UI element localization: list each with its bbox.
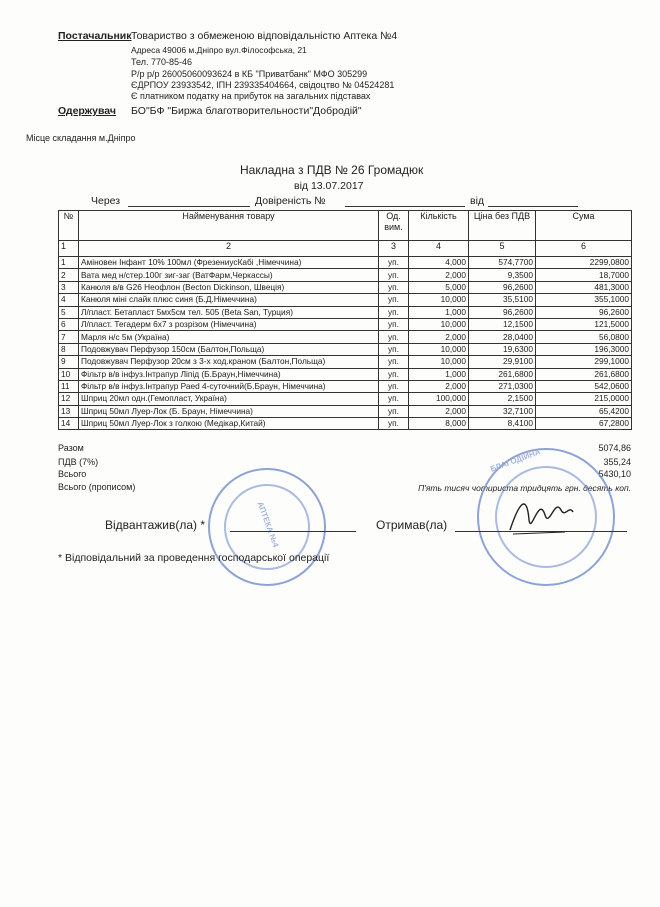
table-row [59, 281, 632, 293]
row-name: Л/пласт. Бетапласт 5мх5см тел. 505 (Beta San, Турция) [79, 306, 379, 318]
handwritten-signature [505, 490, 575, 540]
row-number: 2 [59, 269, 79, 281]
row-price: 19,6300 [469, 343, 536, 355]
row-unit: уп. [379, 393, 409, 405]
col-header-qty: Кількість [409, 211, 469, 241]
row-qty: 5,000 [409, 281, 469, 293]
row-number: 1 [59, 257, 79, 269]
left-stamp-center-text: АПТЕКА №4 [255, 500, 281, 549]
row-price: 35,5100 [469, 294, 536, 306]
recipient-name: БО"БФ "Биржа благотворительности"Добродій" [131, 105, 362, 117]
row-sum: 355,1000 [536, 294, 632, 306]
row-number: 8 [59, 343, 79, 355]
shipped-by-label: Відвантажив(ла) * [105, 518, 206, 532]
supplier-name: Товариство з обмеженою відповідальністю Аптека №4 [131, 30, 398, 42]
table-header-row [59, 211, 632, 241]
table-row [59, 368, 632, 380]
row-unit: уп. [379, 418, 409, 430]
row-name: Подовжувач Перфузор 20см з 3-х ход.краном (Балтон,Польща) [79, 356, 379, 368]
row-unit: уп. [379, 318, 409, 330]
row-name: Подовжувач Перфузор 150см (Балтон,Польща) [79, 343, 379, 355]
right-stamp-center-text: БЛАГОДІЙНА [489, 447, 542, 474]
row-number: 12 [59, 393, 79, 405]
row-sum: 18,7000 [536, 269, 632, 281]
row-number: 3 [59, 281, 79, 293]
row-qty: 2,000 [409, 331, 469, 343]
table-row [59, 294, 632, 306]
row-sum: 261,6800 [536, 368, 632, 380]
total-words-value: П'ять тисяч чотириста тридцять грн. десять коп. [418, 483, 631, 493]
row-qty: 1,000 [409, 368, 469, 380]
col-header-sum: Сума [536, 211, 632, 241]
row-sum: 299,1000 [536, 356, 632, 368]
col-header-unit: Од. вим. [379, 211, 409, 241]
row-qty: 10,000 [409, 343, 469, 355]
row-qty: 2,000 [409, 269, 469, 281]
vat-value: 355,24 [603, 457, 631, 467]
table-row [59, 356, 632, 368]
footnote: * Відповідальний за проведення господарської операції [58, 552, 330, 564]
row-unit: уп. [379, 405, 409, 417]
row-name: Марля н/с 5м (Україна) [79, 331, 379, 343]
row-price: 574,7700 [469, 257, 536, 269]
row-qty: 10,000 [409, 318, 469, 330]
row-sum: 215,0000 [536, 393, 632, 405]
row-price: 29,9100 [469, 356, 536, 368]
row-name: Канюля міні слайк плюс синя (Б.Д.Німеччина) [79, 294, 379, 306]
row-price: 32,7100 [469, 405, 536, 417]
row-number: 7 [59, 331, 79, 343]
supplier-address: Адреса 49006 м.Дніпро вул.Філософська, 21 [131, 45, 307, 55]
row-price: 261,6800 [469, 368, 536, 380]
recipient-label: Одержувач [58, 105, 116, 117]
supplier-label: Постачальник [58, 30, 132, 42]
col-header-price: Ціна без ПДВ [469, 211, 536, 241]
row-unit: уп. [379, 257, 409, 269]
row-sum: 96,2600 [536, 306, 632, 318]
row-unit: уп. [379, 269, 409, 281]
row-name: Шприц 20мл одн.(Гемопласт, Україна) [79, 393, 379, 405]
document-date: від 13.07.2017 [294, 180, 364, 192]
row-number: 11 [59, 380, 79, 392]
row-number: 14 [59, 418, 79, 430]
row-unit: уп. [379, 306, 409, 318]
row-number: 10 [59, 368, 79, 380]
row-name: Л/пласт. Тегадерм 6х7 з розрізом (Німеччина) [79, 318, 379, 330]
row-name: Фільтр в/в інфуз.Інтрапур Раed 4-суточний(Б.Браун, Німеччина) [79, 380, 379, 392]
row-sum: 121,5000 [536, 318, 632, 330]
row-sum: 196,3000 [536, 343, 632, 355]
row-number: 5 [59, 306, 79, 318]
row-price: 271,0300 [469, 380, 536, 392]
row-unit: уп. [379, 380, 409, 392]
row-qty: 100,000 [409, 393, 469, 405]
colnum-1: 1 [59, 241, 79, 257]
row-unit: уп. [379, 331, 409, 343]
subtotal-label: Разом [58, 443, 84, 453]
table-row [59, 418, 632, 430]
document-title: Накладна з ПДВ № 26 Громадюк [240, 163, 424, 177]
row-qty: 2,000 [409, 380, 469, 392]
row-number: 4 [59, 294, 79, 306]
through-field [128, 197, 250, 207]
total-label: Всього [58, 469, 87, 479]
colnum-6: 6 [536, 241, 632, 257]
total-words-label: Всього (прописом) [58, 482, 136, 492]
row-qty: 4,000 [409, 257, 469, 269]
colnum-5: 5 [469, 241, 536, 257]
table-row [59, 393, 632, 405]
row-price: 8,4100 [469, 418, 536, 430]
row-unit: уп. [379, 294, 409, 306]
goods-table [58, 210, 632, 430]
row-name: Канюля в/в G26 Неофлон (Becton Dickinson, Швеція) [79, 281, 379, 293]
row-unit: уп. [379, 343, 409, 355]
vat-label: ПДВ (7%) [58, 457, 99, 467]
table-row [59, 331, 632, 343]
table-row [59, 380, 632, 392]
table-row [59, 257, 632, 269]
row-name: Фільтр в/в інфуз.Інтрапур Лiпiд (Б.Браун,Німеччина) [79, 368, 379, 380]
col-header-number: № [59, 211, 79, 241]
place-of-issue: Місце складання м.Дніпро [26, 133, 136, 143]
proxy-date-field [488, 197, 578, 207]
through-label: Через [91, 195, 121, 207]
row-number: 9 [59, 356, 79, 368]
row-sum: 2299,0800 [536, 257, 632, 269]
row-unit: уп. [379, 368, 409, 380]
row-price: 96,2600 [469, 306, 536, 318]
row-name: Аміновен Інфант 10% 100мл (ФрезениусКабі ,Німеччина) [79, 257, 379, 269]
total-value: 5430,10 [598, 469, 631, 479]
row-price: 12,1500 [469, 318, 536, 330]
row-sum: 481,3000 [536, 281, 632, 293]
row-sum: 65,4200 [536, 405, 632, 417]
supplier-codes: ЄДРПОУ 23933542, ІПН 239335404664, свідоцтво № 04524281 [131, 80, 395, 90]
row-qty: 10,000 [409, 356, 469, 368]
row-qty: 8,000 [409, 418, 469, 430]
proxy-from-label: від [470, 195, 485, 207]
left-stamp [208, 468, 326, 586]
table-row [59, 318, 632, 330]
row-qty: 1,000 [409, 306, 469, 318]
shipped-by-line [230, 531, 356, 532]
row-price: 28,0400 [469, 331, 536, 343]
row-qty: 2,000 [409, 405, 469, 417]
supplier-account: Р/р р/р 26005060093624 в КБ "Приватбанк" МФО 305299 [131, 69, 368, 79]
table-row [59, 405, 632, 417]
row-price: 96,2600 [469, 281, 536, 293]
row-number: 6 [59, 318, 79, 330]
subtotal-value: 5074,86 [598, 443, 631, 453]
row-qty: 10,000 [409, 294, 469, 306]
proxy-label: Довіреність № [255, 195, 326, 207]
row-unit: уп. [379, 281, 409, 293]
proxy-number-field [345, 197, 465, 207]
row-sum: 542,0600 [536, 380, 632, 392]
table-row [59, 269, 632, 281]
colnum-2: 2 [79, 241, 379, 257]
row-sum: 67,2800 [536, 418, 632, 430]
colnum-4: 4 [409, 241, 469, 257]
row-name: Шприц 50мл Луер-Лок з голкою (Медікар,Китай) [79, 418, 379, 430]
supplier-tax-status: Є платником податку на прибуток на загальних підставах [131, 91, 371, 101]
row-name: Шприц 50мл Луер-Лок (Б. Браун, Німеччина) [79, 405, 379, 417]
supplier-phone: Тел. 770-85-46 [131, 57, 192, 67]
row-price: 9,3500 [469, 269, 536, 281]
col-header-name: Найменування товару [79, 211, 379, 241]
row-number: 13 [59, 405, 79, 417]
table-row [59, 343, 632, 355]
colnum-3: 3 [379, 241, 409, 257]
row-name: Вата мед н/стер.100г зиг-заг (ВатФарм,Черкасcы) [79, 269, 379, 281]
row-sum: 56,0800 [536, 331, 632, 343]
row-price: 2,1500 [469, 393, 536, 405]
table-colnum-row [59, 241, 632, 257]
received-by-label: Отримав(ла) [376, 518, 448, 532]
row-unit: уп. [379, 356, 409, 368]
table-row [59, 306, 632, 318]
